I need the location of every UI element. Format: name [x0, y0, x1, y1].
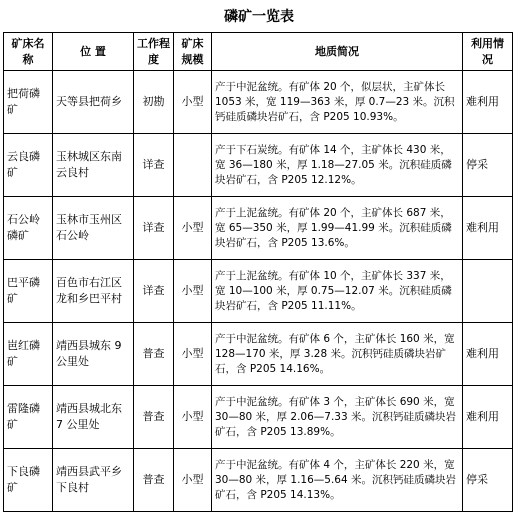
header-scale: 矿床规模	[174, 33, 212, 71]
mine-name-cell: 岜红磷矿	[4, 323, 53, 386]
header-name: 矿床名称	[4, 33, 53, 71]
mine-name-cell: 巴平磷矿	[4, 260, 53, 323]
usage-cell: 难利用	[463, 323, 513, 386]
mine-name-cell: 下良磷矿	[4, 449, 53, 512]
geology-cell: 产于中泥盆统。有矿体 6 个，主矿体长 160 米，宽 128—170 米，厚 3.28 米。沉积钙硅质磷块岩矿石，含 P205 14.16%。	[212, 323, 463, 386]
header-row	[4, 33, 513, 71]
work-level-cell: 初勘	[134, 71, 174, 134]
mine-name-cell: 雷隆磷矿	[4, 386, 53, 449]
scale-cell: 小型	[174, 386, 212, 449]
location-cell: 玉林城区东南云良村	[53, 134, 134, 197]
scale-cell: 小型	[174, 71, 212, 134]
page-title: 磷矿一览表	[224, 9, 294, 25]
geology-cell: 产于中泥盆统。有矿体 20 个，似层状，主矿体长 1053 米，宽 119—363 米，厚 0.7—23 米。沉积钙硅质磷块岩矿石，含 P205 10.93%。	[212, 71, 463, 134]
table-row	[4, 386, 513, 449]
scale-cell: 小型	[174, 260, 212, 323]
geology-cell: 产于上泥盆统。有矿体 10 个，主矿体长 337 米，宽 10—100 米，厚 0.75—12.07 米。沉积硅质磷块岩矿石，含 P205 11.11%。	[212, 260, 463, 323]
table-row	[4, 134, 513, 197]
usage-cell	[463, 260, 513, 323]
work-level-cell: 详查	[134, 260, 174, 323]
mine-name-cell: 把荷磷矿	[4, 71, 53, 134]
table-row	[4, 323, 513, 386]
scale-cell: 小型	[174, 449, 212, 512]
usage-cell: 难利用	[463, 71, 513, 134]
table-row	[4, 197, 513, 260]
usage-cell: 停采	[463, 134, 513, 197]
mine-name-cell: 石公岭磷矿	[4, 197, 53, 260]
header-location: 位 置	[53, 33, 134, 71]
geology-cell: 产于中泥盆统。有矿体 4 个，主矿体长 220 米，宽 30—80 米，厚 1.16—5.64 米。沉积钙硅质磷块岩矿石，含 P205 14.13%。	[212, 449, 463, 512]
scale-cell: 小型	[174, 197, 212, 260]
scale-cell	[174, 134, 212, 197]
location-cell: 玉林市玉州区石公岭	[53, 197, 134, 260]
location-cell: 靖西县城北东 7 公里处	[53, 386, 134, 449]
geology-cell: 产于上泥盆统。有矿体 20 个，主矿体长 687 米，宽 65—350 米，厚 1.99—41.99 米。沉积硅质磷块岩矿石，含 P205 13.6%。	[212, 197, 463, 260]
usage-cell: 停采	[463, 449, 513, 512]
mine-name-cell: 云良磷矿	[4, 134, 53, 197]
location-cell: 百色市右江区龙和乡巴平村	[53, 260, 134, 323]
table-row	[4, 449, 513, 512]
location-cell: 靖西县武平乡下良村	[53, 449, 134, 512]
table-row	[4, 71, 513, 134]
usage-cell: 难利用	[463, 386, 513, 449]
work-level-cell: 详查	[134, 197, 174, 260]
geology-cell: 产于中泥盆统。有矿体 3 个，主矿体长 690 米，宽 30—80 米，厚 2.06—7.33 米。沉积钙硅质磷块岩矿石，含 P205 13.89%。	[212, 386, 463, 449]
geology-cell: 产于下石炭统。有矿体 14 个，主矿体长 430 米，宽 36—180 米，厚 1.18—27.05 米。沉积硅质磷块岩矿石，含 P205 12.12%。	[212, 134, 463, 197]
header-work-level: 工作程度	[134, 33, 174, 71]
scale-cell: 小型	[174, 323, 212, 386]
work-level-cell: 普查	[134, 386, 174, 449]
header-geology: 地质简况	[212, 33, 463, 71]
location-cell: 天等县把荷乡	[53, 71, 134, 134]
work-level-cell: 普查	[134, 449, 174, 512]
location-cell: 靖西县城东 9 公里处	[53, 323, 134, 386]
work-level-cell: 详查	[134, 134, 174, 197]
usage-cell: 难利用	[463, 197, 513, 260]
work-level-cell: 普查	[134, 323, 174, 386]
header-usage: 利用情况	[463, 33, 513, 71]
phosphate-mine-table	[3, 32, 513, 512]
table-row	[4, 260, 513, 323]
